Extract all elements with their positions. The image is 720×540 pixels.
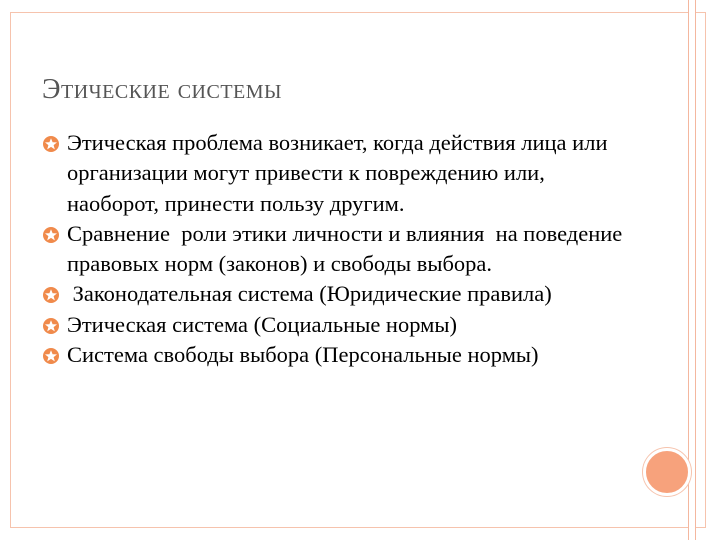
- flame-star-icon: [42, 286, 60, 304]
- flame-star-icon: [42, 135, 60, 153]
- bullet-text: Система свободы выбора (Персональные нормы): [67, 342, 539, 368]
- bullet-item: [42, 340, 642, 370]
- bullet-item: [42, 219, 642, 280]
- bullet-text: Сравнение роли этики личности и влияния на поведение правовых норм (законов) и свободы выбора.: [67, 220, 628, 277]
- flame-star-icon: [42, 347, 60, 365]
- bullet-text: Законодательная система (Юридические правила): [67, 281, 552, 307]
- bullet-item: [42, 310, 642, 340]
- decorative-circle: [643, 448, 691, 496]
- bullet-item: [42, 128, 642, 219]
- bullet-text: Этическая проблема возникает, когда действия лица или организации могут привести к повреждению или, наоборот, принести пользу другим.: [67, 130, 614, 216]
- flame-star-icon: [42, 226, 60, 244]
- right-decorative-band: [688, 0, 696, 540]
- flame-star-icon: [42, 317, 60, 335]
- bullet-list: [42, 128, 642, 370]
- slide-title: Этические системы: [42, 74, 282, 105]
- bullet-item: [42, 279, 642, 309]
- bullet-text: Этическая система (Социальные нормы): [67, 311, 457, 337]
